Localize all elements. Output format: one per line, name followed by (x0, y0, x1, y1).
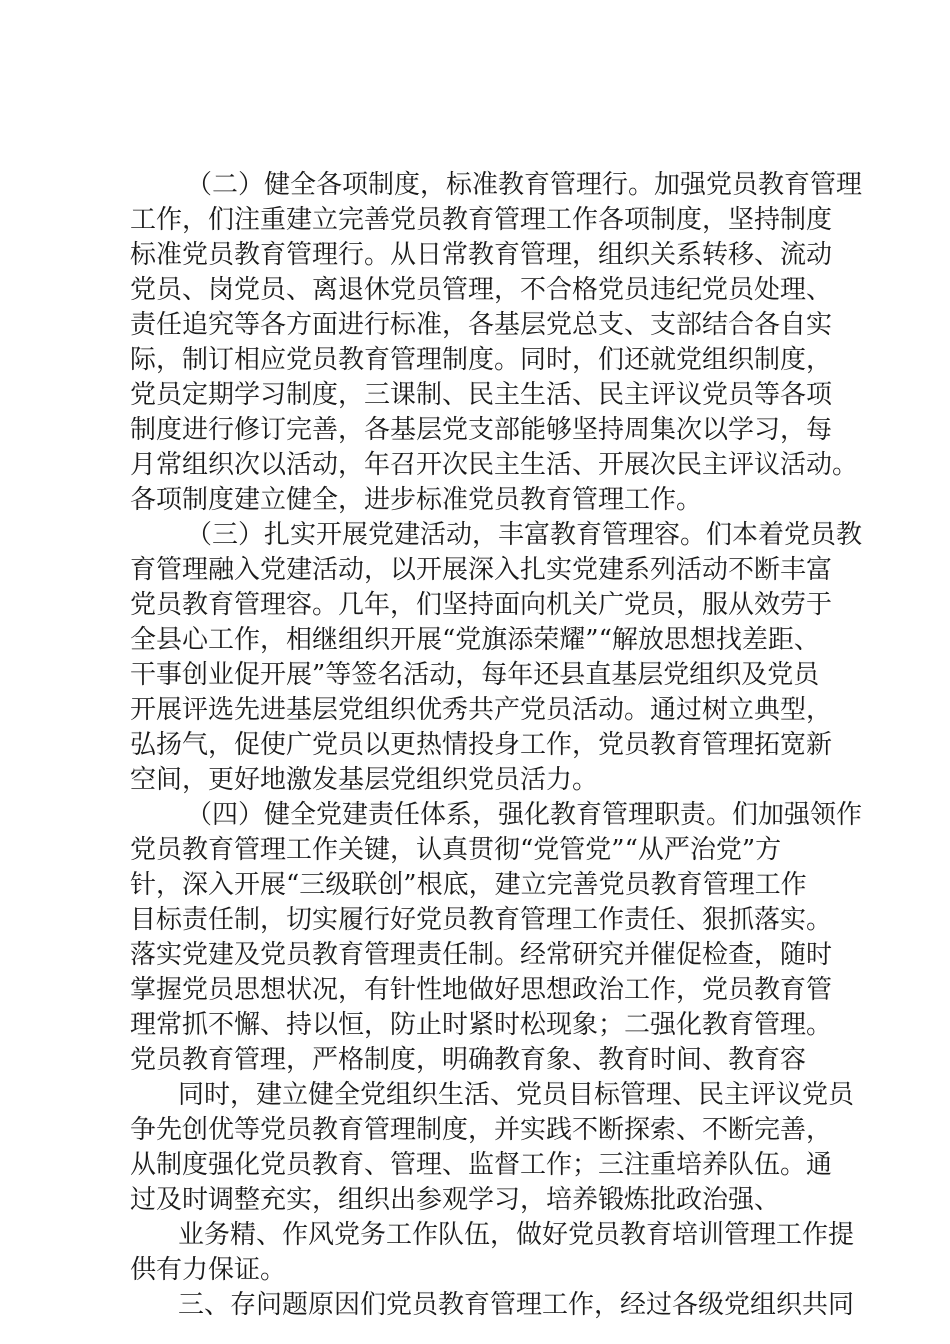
text-line: 落实党建及党员教育管理责任制。经常研究并催促检查，随时 (130, 940, 833, 970)
document-body (130, 168, 863, 1323)
text-line: 党员教育管理，严格制度，明确教育象、教育时间、教育容 (130, 1045, 807, 1075)
text-line: 三、存问题原因们党员教育管理工作，经过各级党组织共同 (178, 1290, 855, 1320)
text-line: 目标责任制，切实履行好党员教育管理工作责任、狠抓落实。 (130, 905, 833, 935)
text-line: 业务精、作风党务工作队伍，做好党员教育培训管理工作提 (178, 1220, 855, 1250)
text-line: 月常组织次以活动，年召开次民主生活、开展次民主评议活动。 (130, 450, 859, 480)
text-line: 理常抓不懈、持以恒，防止时紧时松现象；二强化教育管理。 (130, 1010, 833, 1040)
text-line: 各项制度建立健全，进步标准党员教育管理工作。 (130, 485, 703, 515)
text-line: 开展评选先进基层党组织优秀共产党员活动。通过树立典型， (130, 695, 833, 725)
text-line: 针，深入开展“三级联创”根底，建立完善党员教育管理工作 (130, 870, 807, 900)
text-line: 全县心工作，相继组织开展“党旗添荣耀”“解放思想找差距、 (130, 625, 820, 655)
text-line: （三）扎实开展党建活动，丰富教育管理容。们本着党员教 (186, 520, 863, 550)
text-line: 干事创业促开展”等签名活动，每年还县直基层党组织及党员 (130, 660, 820, 690)
text-line: 从制度强化党员教育、管理、监督工作；三注重培养队伍。通 (130, 1150, 833, 1180)
text-line: 掌握党员思想状况，有针性地做好思想政治工作，党员教育管 (130, 975, 833, 1005)
text-line: 党员、岗党员、离退休党员管理，不合格党员违纪党员处理、 (130, 275, 833, 305)
text-line: 空间，更好地激发基层党组织党员活力。 (130, 765, 599, 795)
text-line: 党员教育管理容。几年，们坚持面向机关广党员，服从效劳于 (130, 590, 833, 620)
text-line: 供有力保证。 (130, 1255, 287, 1285)
text-line: 党员定期学习制度，三课制、民主生活、民主评议党员等各项 (130, 380, 833, 410)
text-line: 责任追究等各方面进行标准，各基层党总支、支部结合各自实 (130, 310, 833, 340)
text-line: 际，制订相应党员教育管理制度。同时，们还就党组织制度， (130, 345, 833, 375)
text-line: 标准党员教育管理行。从日常教育管理，组织关系转移、流动 (130, 240, 833, 270)
text-line: 制度进行修订完善，各基层党支部能够坚持周集次以学习，每 (130, 415, 833, 445)
text-line: 党员教育管理工作关键，认真贯彻“党管党”“从严治党”方 (130, 835, 782, 865)
text-line: 工作，们注重建立完善党员教育管理工作各项制度，坚持制度 (130, 205, 833, 235)
text-line: 弘扬气，促使广党员以更热情投身工作，党员教育管理拓宽新 (130, 730, 833, 760)
text-line: 过及时调整充实，组织出参观学习，培养锻炼批政治强、 (130, 1185, 781, 1215)
text-line: （二）健全各项制度，标准教育管理行。加强党员教育管理 (186, 170, 863, 200)
text-line: （四）健全党建责任体系，强化教育管理职责。们加强领作 (186, 800, 863, 830)
text-line: 育管理融入党建活动，以开展深入扎实党建系列活动不断丰富 (130, 555, 833, 585)
text-line: 争先创优等党员教育管理制度，并实践不断探索、不断完善， (130, 1115, 833, 1145)
text-line: 同时，建立健全党组织生活、党员目标管理、民主评议党员 (178, 1080, 855, 1110)
